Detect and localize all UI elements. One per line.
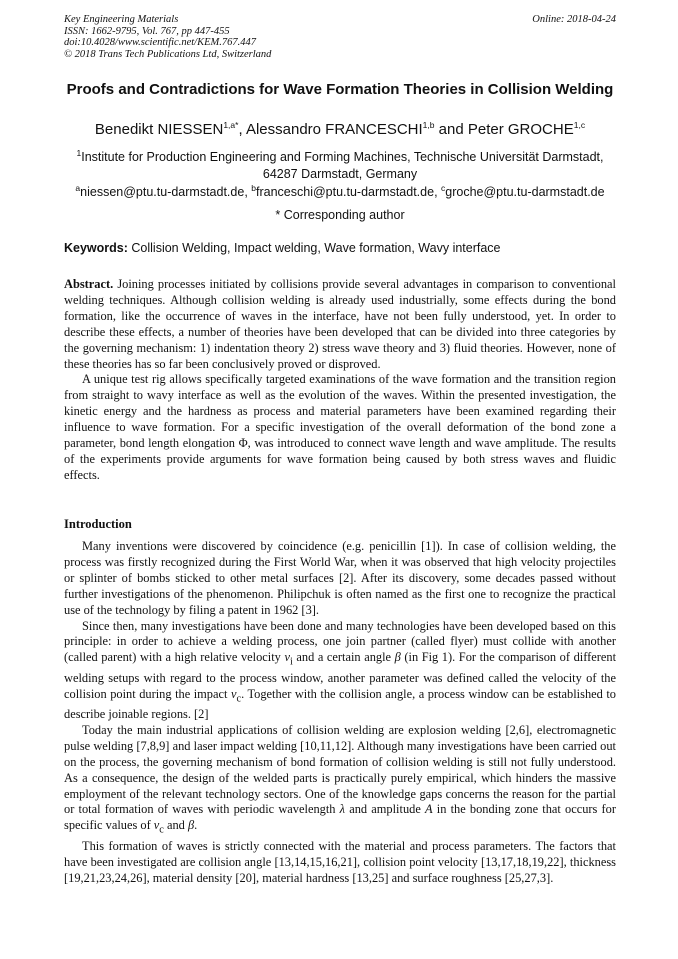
abstract-paragraph [64,277,616,372]
math-symbol: β [187,818,195,833]
math-subscript: i [289,656,293,668]
email-marker: b [251,182,256,193]
online-date: Online: 2018-04-24 [532,14,616,25]
math-subscript: c [159,824,164,836]
email-link[interactable]: franceschi@ptu.tu-darmstadt.de [256,185,435,199]
author-name: Benedikt NIESSEN [94,121,224,138]
abstract-label: Abstract. [64,277,114,291]
section-heading-introduction: Introduction [64,517,132,531]
affiliation-marker: 1 [76,147,82,158]
author-separator: and [434,121,468,138]
corresponding-author-note: * Corresponding author [275,208,405,222]
copyright-line: © 2018 Trans Tech Publications Ltd, Switzerland [64,48,272,60]
math-symbol: A [425,802,433,817]
email-link[interactable]: niessen@ptu.tu-darmstadt.de [80,185,245,199]
author-list [64,121,616,139]
math-symbol: v [153,818,160,833]
keywords [64,240,616,256]
email-marker: c [441,182,446,193]
email-list: $^a$niessen@ptu.tu-darmstadt.de, $^b$franceschi@ptu.tu-darmstadt.de, $^c$groche@ptu.tu-darmstadt.de [75,182,605,199]
abstract-section [64,277,616,484]
keywords-label: Keywords: [64,241,128,255]
math-symbol: v [284,650,290,665]
email-marker: a [75,182,81,193]
affiliation-text: Institute for Production Engineering and Forming Machines, Technische Universität Darmstadt, 64287 Darmstadt, Germany [81,150,604,181]
issn-line: ISSN: 1662-9795, Vol. 767, pp 447-455 [64,25,230,37]
affiliation [64,149,616,182]
author-separator: , [238,121,246,138]
author-affil-marker: 1,a* [223,120,239,130]
email-link[interactable]: groche@ptu.tu-darmstadt.de [445,185,605,199]
math-symbol: v [230,686,237,701]
author-affil-marker: 1,c [573,120,586,130]
author-name: Alessandro FRANCESCHI [245,121,423,138]
intro-paragraph: This formation of waves is strictly connected with the material and process parameters. The factors that have been investigated are collision angle [13,14,15,16,21], collision point velocity [13,17,18,19,22], thickness [19,21,23,24,26], material density [20], material hardness [13,25] and surface roughness [25,27,3]. [64,838,616,885]
intro-paragraph: Since then, many investigations have been done and many technologies have been developed based on this principle: in order to achieve a welding process, one join partner (called flyer) must collide with another (called parent) with a high relative velocity $v_i$ and a certain angle β (in Fig 1). For the comparison of different welding setups with regard to the process window, another parameter was defined called the velocity of the collision point during the impact $v_c$. Together with the collision angle, a process window can be established to describe joinable regions. [2] [64,618,617,721]
journal-header [64,14,616,60]
keywords-text: Collision Welding, Impact welding, Wave formation, Wavy interface [127,241,501,255]
doi-line: doi:10.4028/www.scientific.net/KEM.767.447 [64,37,256,48]
abstract-paragraph: A unique test rig allows specifically targeted examinations of the wave formation and the transition region from straight to wavy interface as well as the evolution of the waves. Within the presented investigation, the kinetic energy and the hardness as process and material parameters have been examined regarding their influence to wave formation. For a specific investigation of the overall deformation of the bond zone a parameter, bond length elongation Φ, was introduced to connect wave length and wave amplitude. The results of the experiments provide arguments for wave formation being caused by both stress waves and fluidic effects. [64,372,616,482]
math-symbol: β [394,650,401,665]
abstract-text: Joining processes initiated by collisions provide several advantages in comparison to conventional welding techniques. Although collision welding is already used industrially, some effects during the bond formation, like the occurrence of waves in the interface, have not been fully understood, yet. In order to describe these effects, a number of theories have been developed that can be divided into three categories by the governing mechanism: 1) indentation theory 2) stress wave theory and 3) fluid theories. However, none of these theories has so far been conclusively proved or disproved. [64,277,616,371]
intro-paragraph: Many inventions were discovered by coincidence (e.g. penicillin [1]). In case of collision welding, the process was firstly recognized during the First World War, when it was observed that high velocity projectiles or splinter of bombs sticked to other metal surfaces [2]. After its discovery, some decades passed without further investigations of the phenomenon. Philipchuk is often named as the first one to recognize the practical use of the technology by filing a patent in 1962 [3]. [64,539,616,617]
author-affil-marker: 1,b [422,120,435,130]
journal-name: Key Engineering Materials [64,14,179,25]
math-subscript: c [236,693,242,705]
author-name: Peter GROCHE [467,121,574,138]
intro-paragraph: Today the main industrial applications of collision welding are explosion welding [2,6], electromagnetic pulse welding [7,8,9] and laser impact welding [10,11,12]. Although many investigations have been carried out on the process, the governing mechanism of bond formation of collision welding is still not fully understood. As a consequence, the design of the welded parts is practically purely empirical, which hinders the massive employment of the relevant technology sectors. One of the knowledge gaps concerns the reason for the partial or total formation of waves with periodic wavelength λ and amplitude A in the bonding zone that occurs for specific values of $v_c$ and β. [64,722,616,836]
paper-title: Proofs and Contradictions for Wave Formation Theories in Collision Welding [66,81,614,98]
introduction-section [64,539,616,886]
math-symbol: λ [339,802,346,817]
